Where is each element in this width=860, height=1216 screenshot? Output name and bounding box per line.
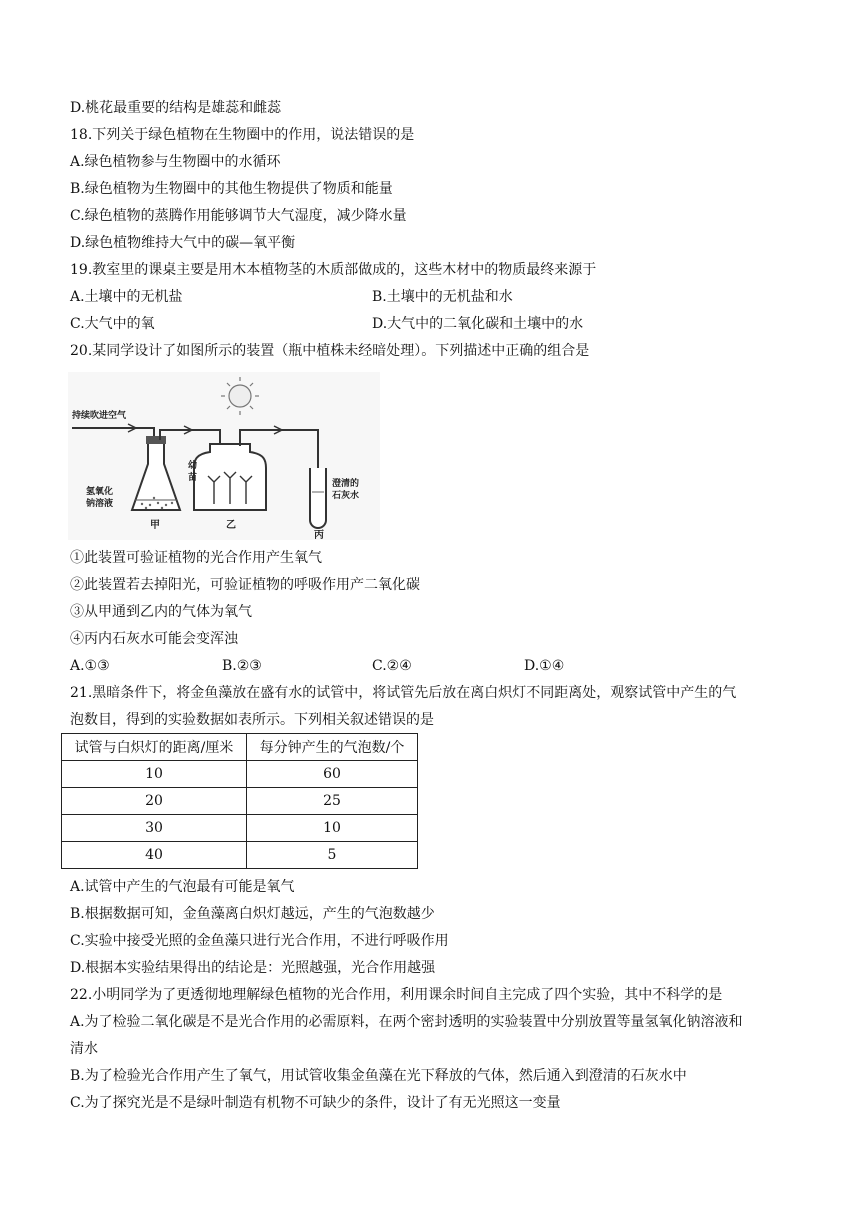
test-tube-bing xyxy=(310,468,326,528)
q22-stem: 22.小明同学为了更透彻地理解绿色植物的光合作用，利用课余时间自主完成了四个实验，其中不科学的是 xyxy=(70,987,723,1003)
q21-option-c: C.实验中接受光照的金鱼藻只进行光合作用，不进行呼吸作用 xyxy=(70,933,449,949)
table-cell: 60 xyxy=(247,761,418,788)
q20-option-a: A.①③ xyxy=(70,658,110,674)
q21-data-table xyxy=(61,733,418,869)
q21-option-b: B.根据数据可知，金鱼藻离白炽灯越远，产生的气泡数越少 xyxy=(70,906,435,922)
q20-statement-2: ②此装置若去掉阳光，可验证植物的呼吸作用产二氧化碳 xyxy=(70,577,420,593)
q17-option-d: D.桃花最重要的结构是雄蕊和雌蕊 xyxy=(70,100,282,116)
apparatus-diagram xyxy=(68,372,380,540)
q20-statement-3: ③从甲通到乙内的气体为氧气 xyxy=(70,604,252,620)
seedling-label-2: 苗 xyxy=(188,473,198,483)
q22-option-a-line-2: 清水 xyxy=(70,1041,98,1057)
table-cell: 10 xyxy=(62,761,247,788)
label-jia: 甲 xyxy=(150,520,160,531)
label-bing: 丙 xyxy=(314,530,324,540)
q21-stem-line-1: 21.黑暗条件下，将金鱼藻放在盛有水的试管中，将试管先后放在离白炽灯不同距离处，观察试管中产生的气 xyxy=(70,685,737,701)
q19-option-a: A.土壤中的无机盐 xyxy=(70,289,183,305)
q21-stem-line-2: 泡数目，得到的实验数据如表所示。下列相关叙述错误的是 xyxy=(70,712,434,728)
q19-option-d: D.大气中的二氧化碳和土壤中的水 xyxy=(372,316,584,332)
air-label: 持续吹进空气 xyxy=(72,411,127,421)
limewater-label-2: 石灰水 xyxy=(332,491,360,501)
table-header-cell: 每分钟产生的气泡数/个 xyxy=(247,734,418,761)
table-cell: 10 xyxy=(247,815,418,842)
q18-option-a: A.绿色植物参与生物圈中的水循环 xyxy=(70,154,281,170)
q20-statement-4: ④丙内石灰水可能会变浑浊 xyxy=(70,631,238,647)
naoh-label-2: 钠溶液 xyxy=(86,499,114,509)
table-cell: 40 xyxy=(62,842,247,869)
q21-option-a: A.试管中产生的气泡最有可能是氧气 xyxy=(70,879,295,895)
label-yi: 乙 xyxy=(226,520,236,531)
limewater-label-1: 澄清的 xyxy=(332,479,360,489)
seedling-label-1: 幼 xyxy=(188,461,198,471)
table-cell: 20 xyxy=(62,788,247,815)
table-header-row xyxy=(62,734,418,761)
q20-stem: 20.某同学设计了如图所示的装置（瓶中植株未经暗处理）。下列描述中正确的组合是 xyxy=(70,343,590,359)
q20-option-d: D.①④ xyxy=(524,658,565,674)
q19-stem: 19.教室里的课桌主要是用木本植物茎的木质部做成的，这些木材中的物质最终来源于 xyxy=(70,262,597,278)
q18-option-d: D.绿色植物维持大气中的碳—氧平衡 xyxy=(70,235,296,251)
q20-option-c: C.②④ xyxy=(372,658,412,674)
q22-option-c: C.为了探究光是不是绿叶制造有机物不可缺少的条件，设计了有无光照这一变量 xyxy=(70,1095,561,1111)
table-header-cell: 试管与白炽灯的距离/厘米 xyxy=(62,734,247,761)
table-cell: 5 xyxy=(247,842,418,869)
table-row xyxy=(62,815,418,842)
q20-option-b: B.②③ xyxy=(222,658,262,674)
table-row xyxy=(62,761,418,788)
q18-option-b: B.绿色植物为生物圈中的其他生物提供了物质和能量 xyxy=(70,181,393,197)
naoh-label-1: 氢氧化 xyxy=(86,487,114,497)
table-cell: 25 xyxy=(247,788,418,815)
table-row xyxy=(62,842,418,869)
table-cell: 30 xyxy=(62,815,247,842)
table-row xyxy=(62,788,418,815)
q19-option-c: C.大气中的氧 xyxy=(70,316,155,332)
q20-apparatus-figure xyxy=(68,372,380,540)
q18-option-c: C.绿色植物的蒸腾作用能够调节大气湿度，减少降水量 xyxy=(70,208,407,224)
q22-option-a-line-1: A.为了检验二氧化碳是不是光合作用的必需原料，在两个密封透明的实验装置中分别放置等量氢氧化钠溶液和 xyxy=(70,1014,743,1030)
q20-statement-1: ①此装置可验证植物的光合作用产生氧气 xyxy=(70,550,322,566)
q19-option-b: B.土壤中的无机盐和水 xyxy=(372,289,513,305)
q18-stem: 18.下列关于绿色植物在生物圈中的作用，说法错误的是 xyxy=(70,127,415,143)
q21-option-d: D.根据本实验结果得出的结论是：光照越强，光合作用越强 xyxy=(70,960,436,976)
q22-option-b: B.为了检验光合作用产生了氧气，用试管收集金鱼藻在光下释放的气体，然后通入到澄清的石灰水中 xyxy=(70,1068,687,1084)
